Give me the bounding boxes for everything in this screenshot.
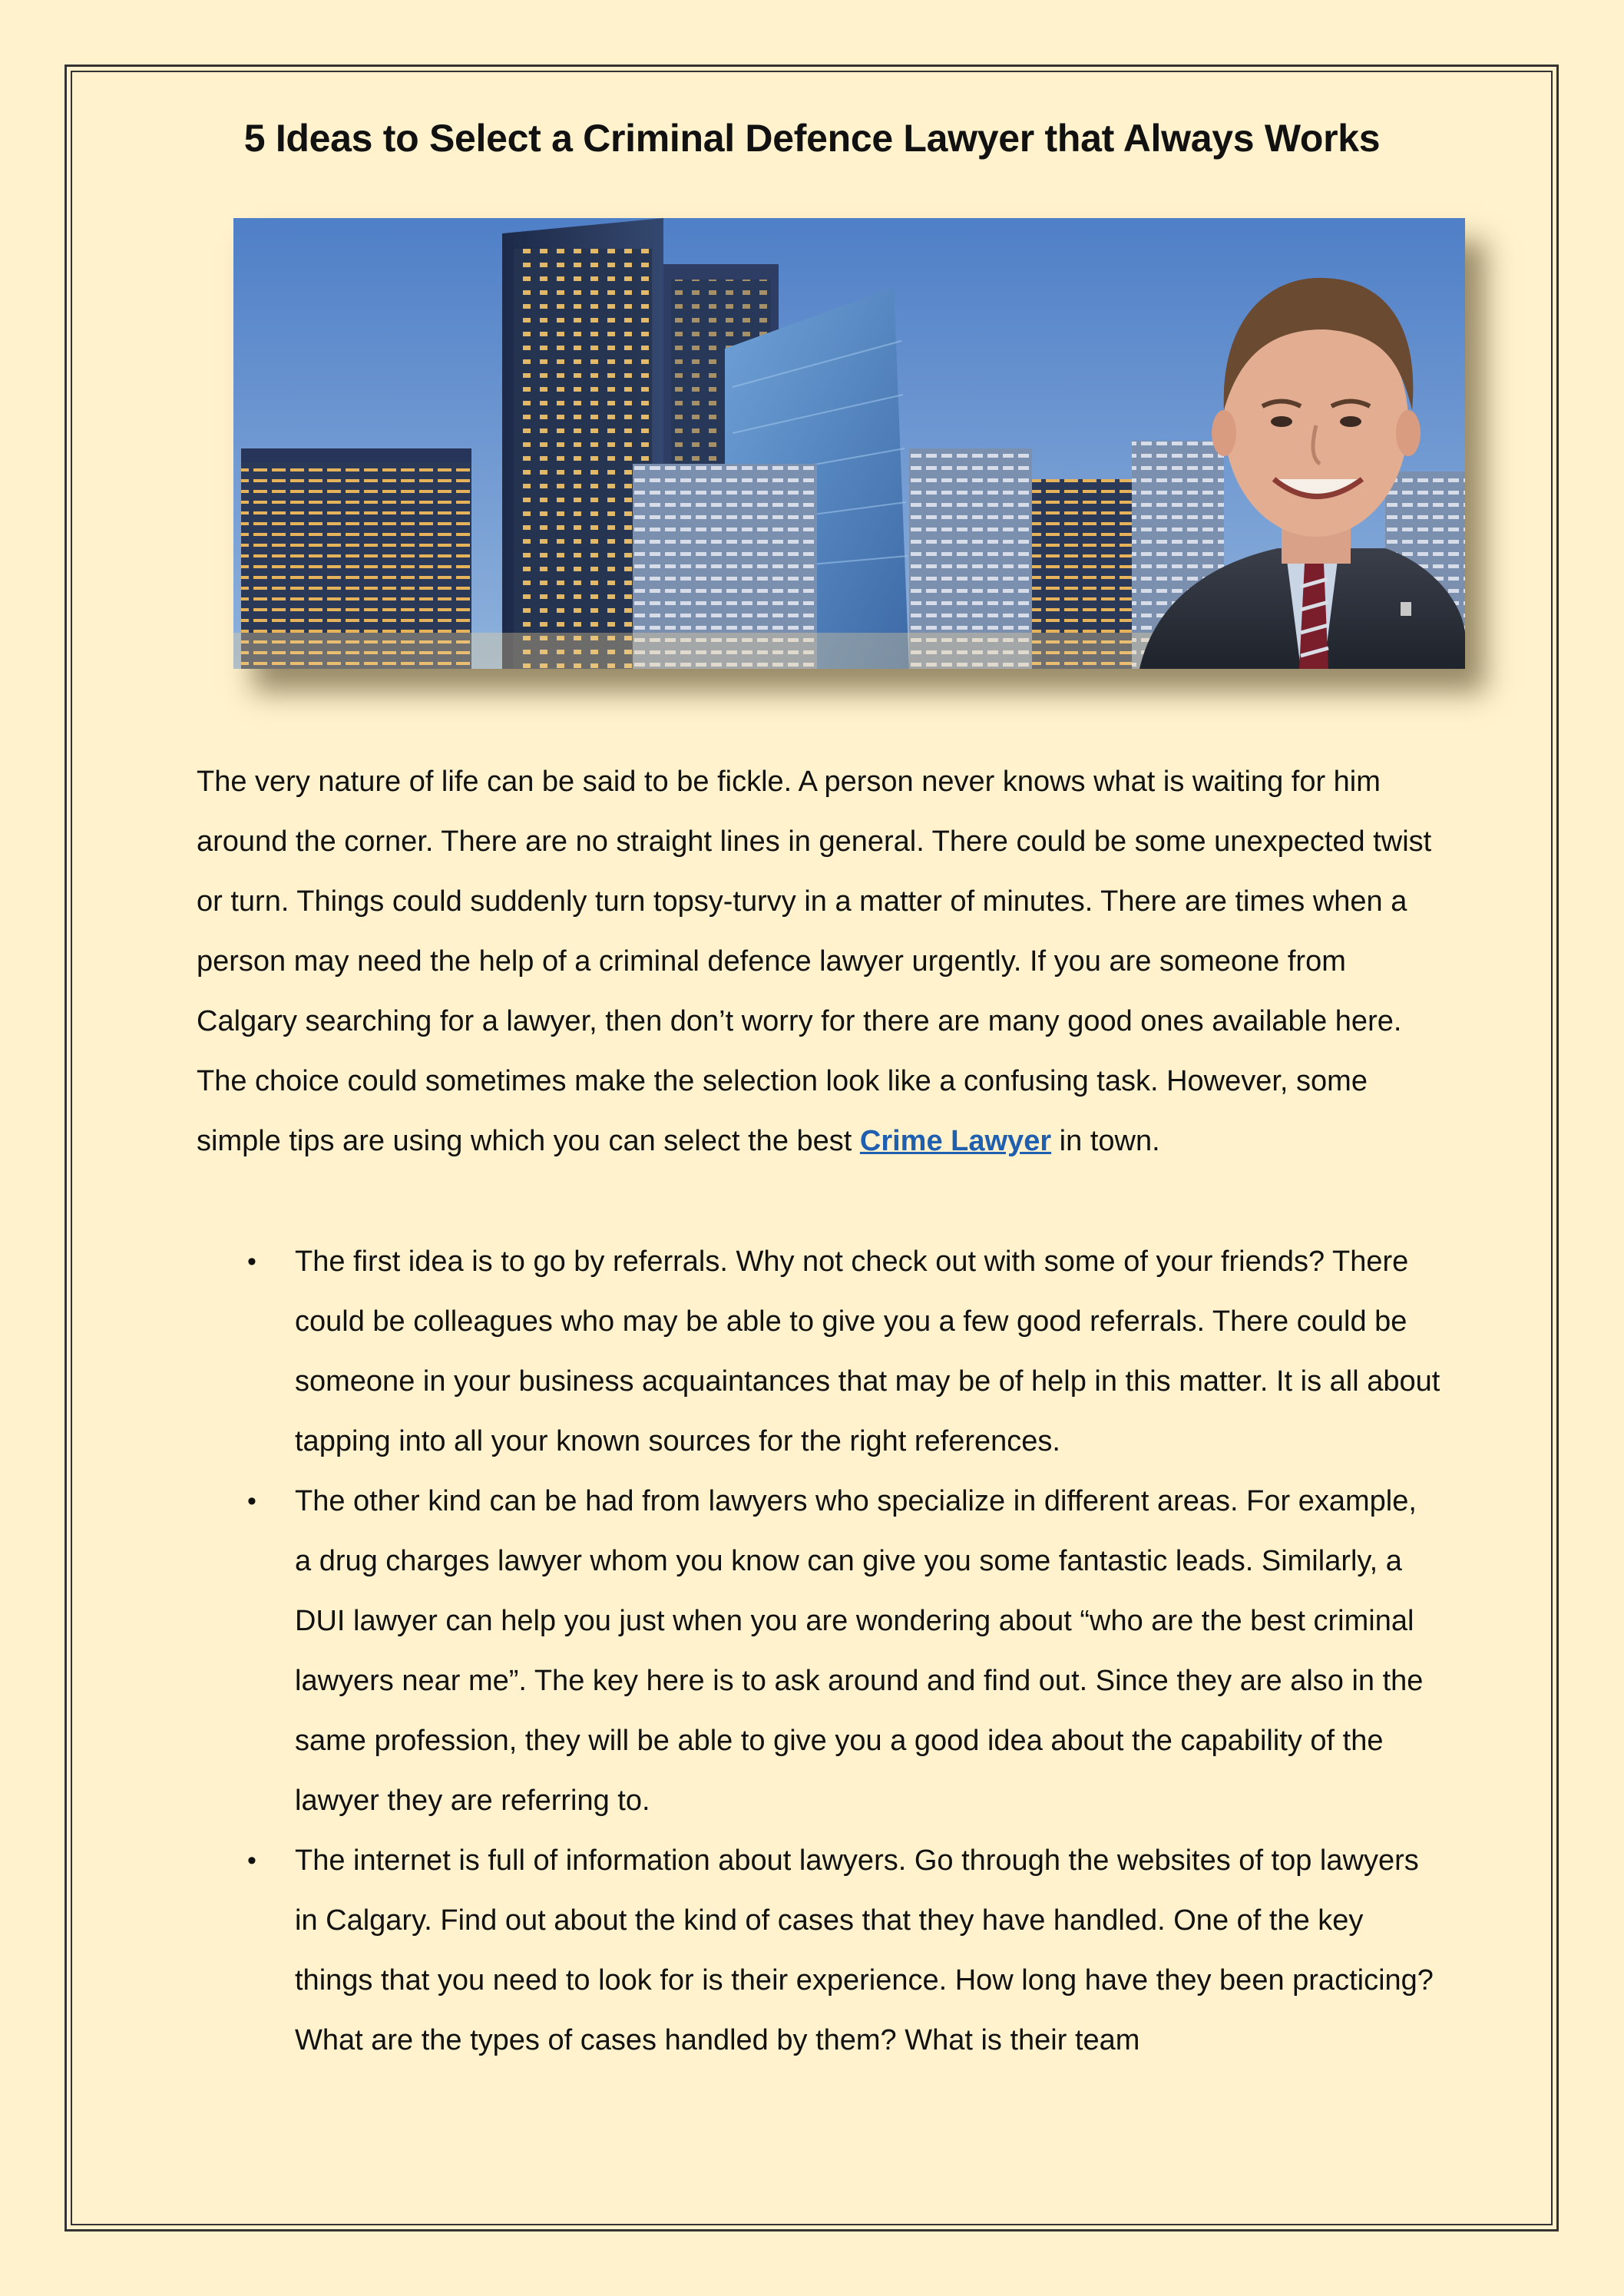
list-item xyxy=(197,1471,1440,1831)
list-item-text: The other kind can be had from lawyers who specialize in different areas. For example, a drug charges lawyer whom you know can give you some fantastic leads. Similarly, a DUI lawyer can help you just when you are wondering about “who are the best criminal lawyers near me”. The key here is to ask around and find out. Since they are also in the same profession, they will be able to give you a good idea about the capability of the lawyer they are referring to. xyxy=(295,1485,1424,1817)
tips-list xyxy=(197,1232,1440,2070)
document-title: 5 Ideas to Select a Criminal Defence Lawyer that Always Works xyxy=(243,117,1381,160)
bullet-icon: • xyxy=(247,1247,256,1276)
list-item xyxy=(197,1232,1440,1471)
intro-paragraph xyxy=(197,752,1440,1171)
city-skyline-portrait-illustration xyxy=(233,218,1465,669)
intro-text-end: in town. xyxy=(1051,1125,1160,1157)
bullet-icon: • xyxy=(247,1487,256,1516)
crime-lawyer-link[interactable]: Crime Lawyer xyxy=(859,1125,1052,1157)
list-item-text: The internet is full of information about lawyers. Go through the websites of top lawyers in Calgary. Find out about the kind of cases that they have handled. One of the key things that you need to look for is their experience. How long have they been practicing? What are the types of cases handled by them? What is their team xyxy=(295,1844,1434,2056)
intro-text: The very nature of life can be said to be fickle. A person never knows what is waiting for him around the corner. There are no straight lines in general. There could be some unexpected twist or turn. Things could suddenly turn topsy-turvy in a matter of minutes. There are times when a person may need the help of a criminal defence lawyer urgently. If you are someone from Calgary searching for a lawyer, then don’t worry for there are many good ones available here. The choice could sometimes make the selection look like a confusing task. However, some simple tips are using which you can select the best xyxy=(197,766,1432,1157)
list-item-text: The first idea is to go by referrals. Why not check out with some of your friends? There could be colleagues who may be able to give you a few good referrals. There could be someone in your business acquaintances that may be of help in this matter. It is all about tapping into all your known sources for the right references. xyxy=(295,1246,1440,1457)
hero-image xyxy=(233,218,1465,669)
list-item xyxy=(197,1831,1440,2070)
bullet-icon: • xyxy=(247,1846,256,1875)
